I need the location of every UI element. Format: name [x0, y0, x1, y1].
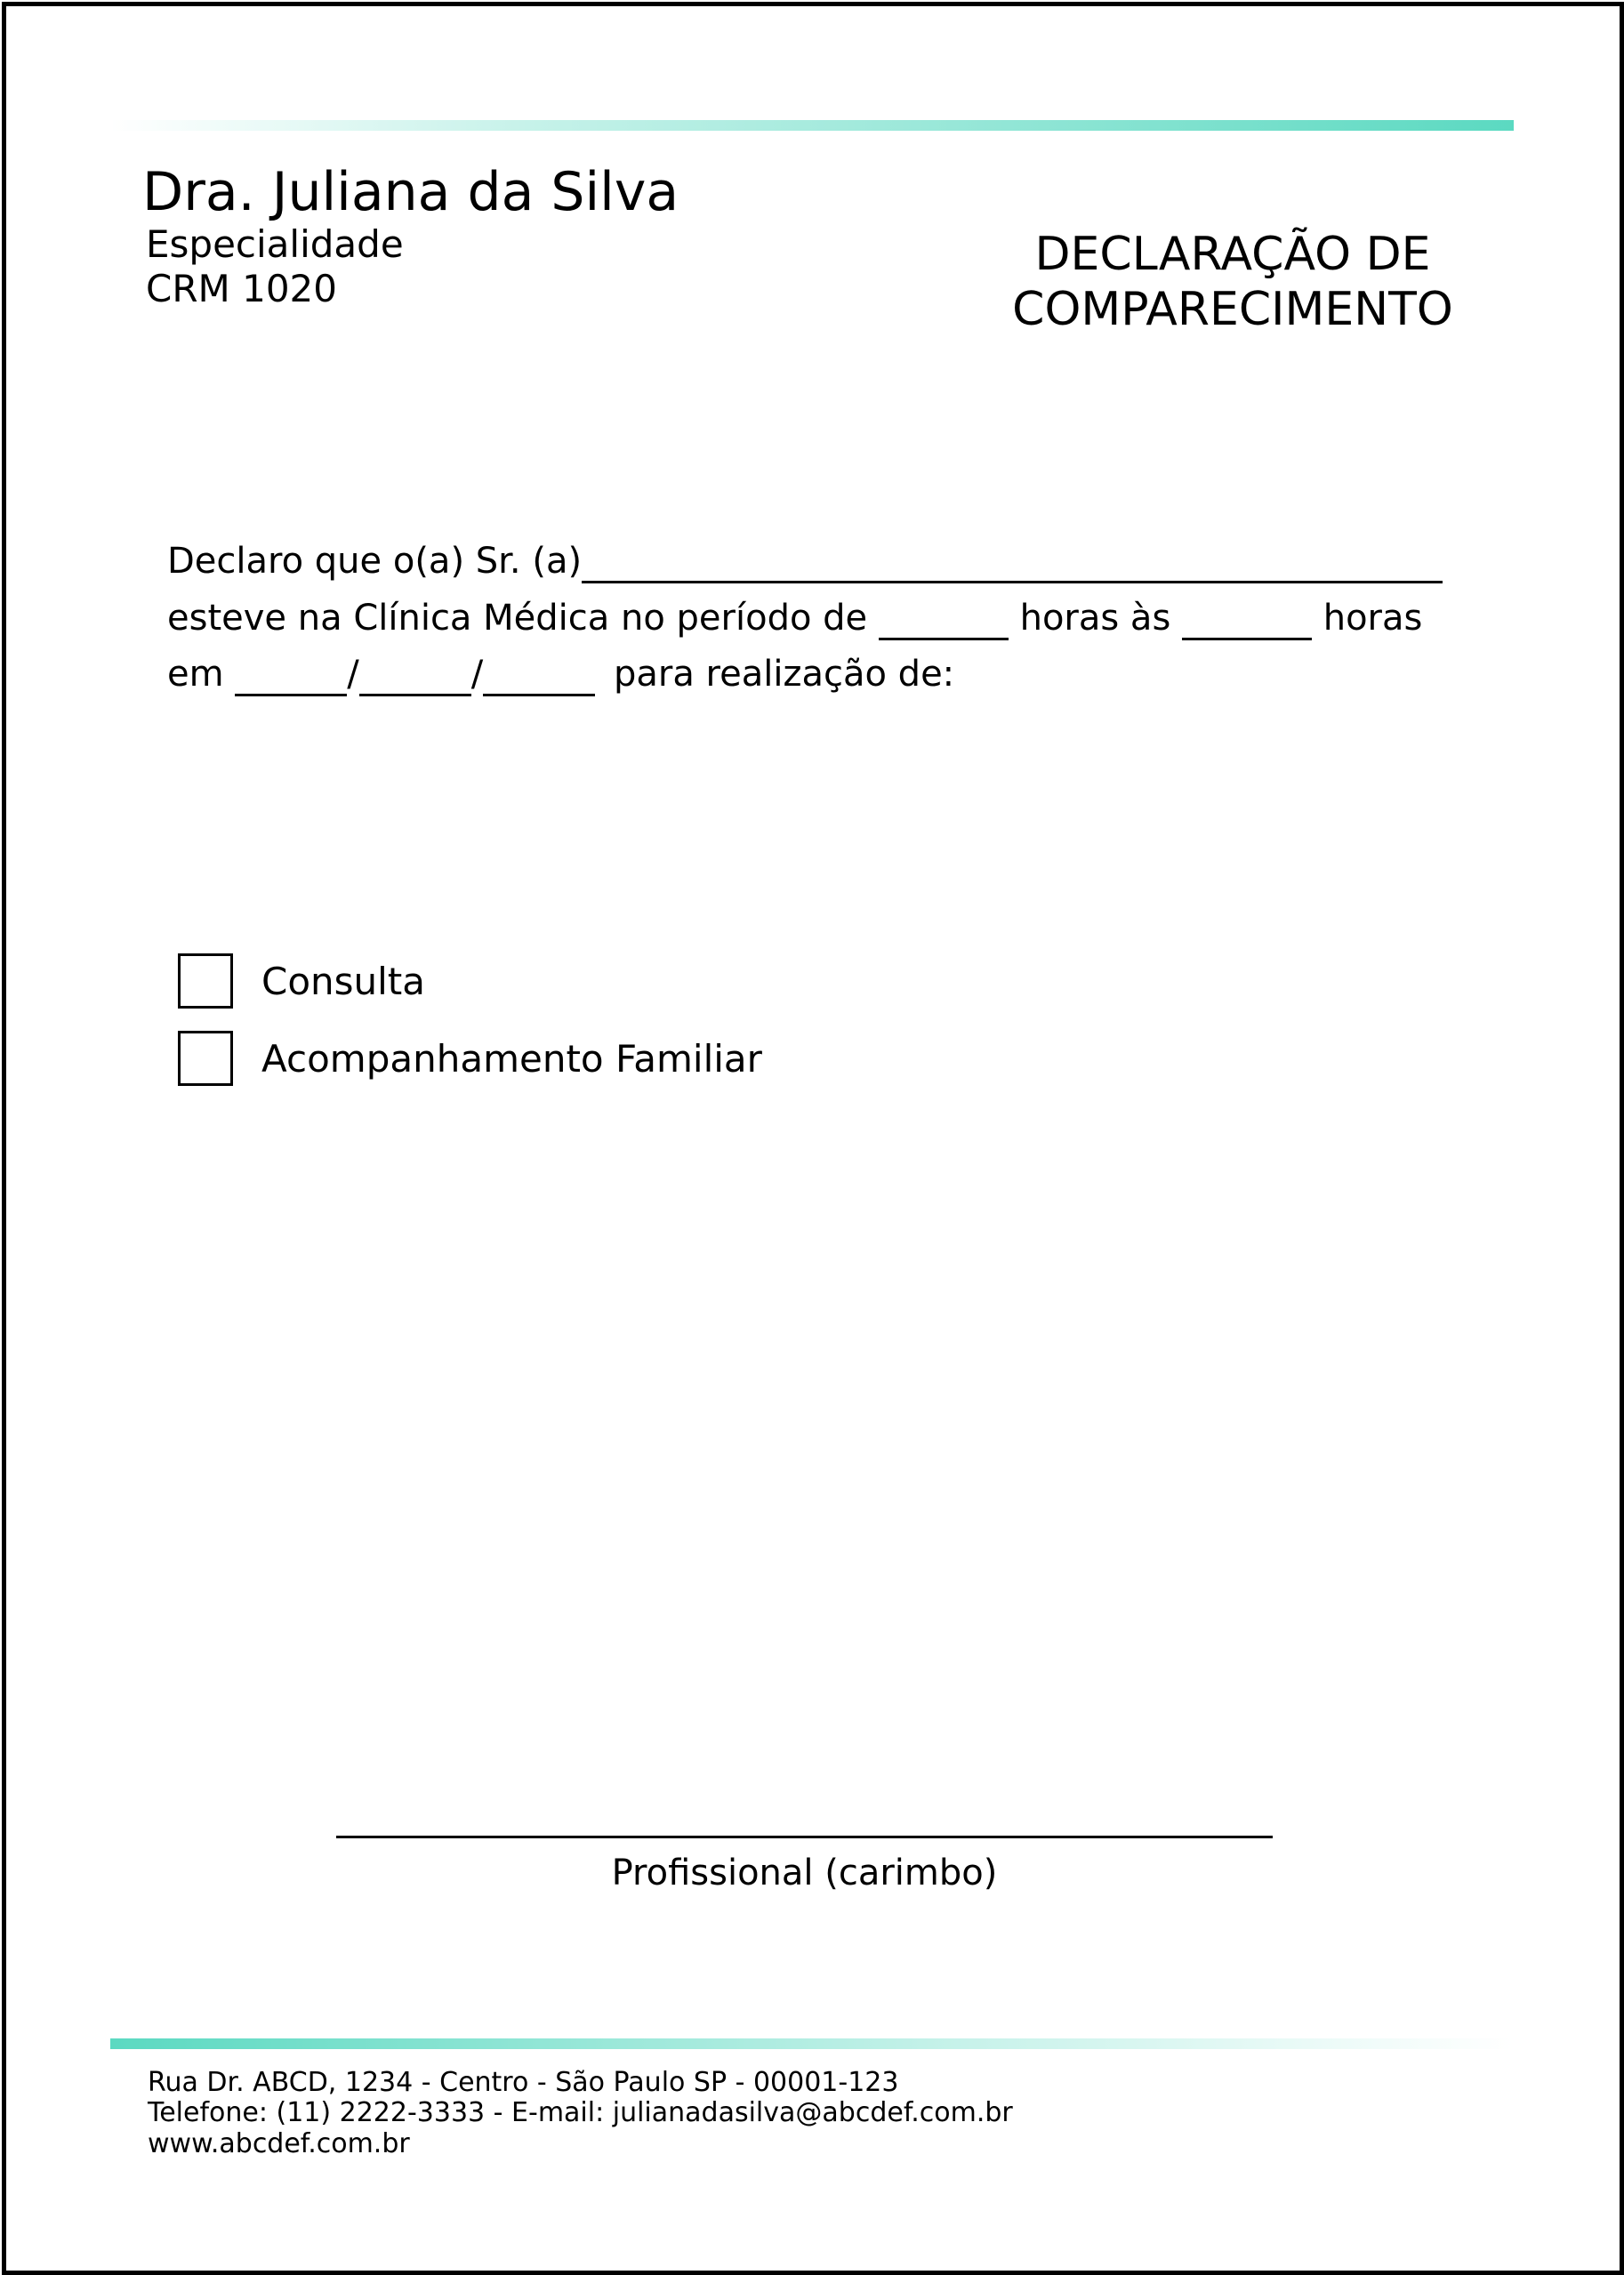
declaration-intro-text: Declaro que o(a) Sr. (a) [167, 541, 583, 582]
checkbox[interactable] [178, 953, 233, 1009]
option-label: Consulta [261, 960, 426, 1003]
option-label: Acompanhamento Familiar [261, 1037, 762, 1081]
declaration-line-2 [167, 596, 1422, 640]
footer-accent-rule [110, 2038, 1514, 2049]
hours-text: horas [1323, 598, 1423, 639]
doctor-crm: CRM 1020 [146, 267, 337, 310]
purpose-text: para realização de: [613, 654, 955, 695]
doctor-name: Dra. Juliana da Silva [142, 161, 679, 223]
document-title-line-1: DECLARAÇÃO DE [1034, 228, 1431, 281]
date-day-field[interactable] [235, 655, 347, 696]
start-time-field[interactable] [879, 599, 1009, 640]
checkbox[interactable] [178, 1031, 233, 1086]
date-separator: / [347, 654, 359, 695]
footer-contact: Telefone: (11) 2222-3333 - E-mail: julianadasilva@abcdef.com.br [148, 2097, 1013, 2128]
hours-to-text: horas às [1019, 598, 1171, 639]
date-prefix-text: em [167, 654, 224, 695]
signature-label: Profissional (carimbo) [611, 1853, 998, 1893]
footer-website: www.abcdef.com.br [148, 2128, 410, 2159]
doctor-specialty: Especialidade [146, 222, 404, 266]
document-title [961, 227, 1505, 337]
header-accent-rule [110, 120, 1514, 131]
period-text: esteve na Clínica Médica no período de [167, 598, 868, 639]
declaration-line-3 [167, 652, 954, 696]
page-border [2, 2, 1624, 2275]
footer-address: Rua Dr. ABCD, 1234 - Centro - São Paulo SP - 00001-123 [148, 2067, 899, 2098]
date-separator: / [470, 654, 484, 695]
declaration-line-1 [167, 539, 1443, 583]
end-time-field[interactable] [1182, 599, 1312, 640]
date-month-field[interactable] [359, 655, 471, 696]
document-title-line-2: COMPARECIMENTO [1012, 283, 1453, 336]
date-year-field[interactable] [483, 655, 595, 696]
patient-name-field[interactable] [582, 542, 1443, 583]
signature-line[interactable] [336, 1836, 1273, 1838]
